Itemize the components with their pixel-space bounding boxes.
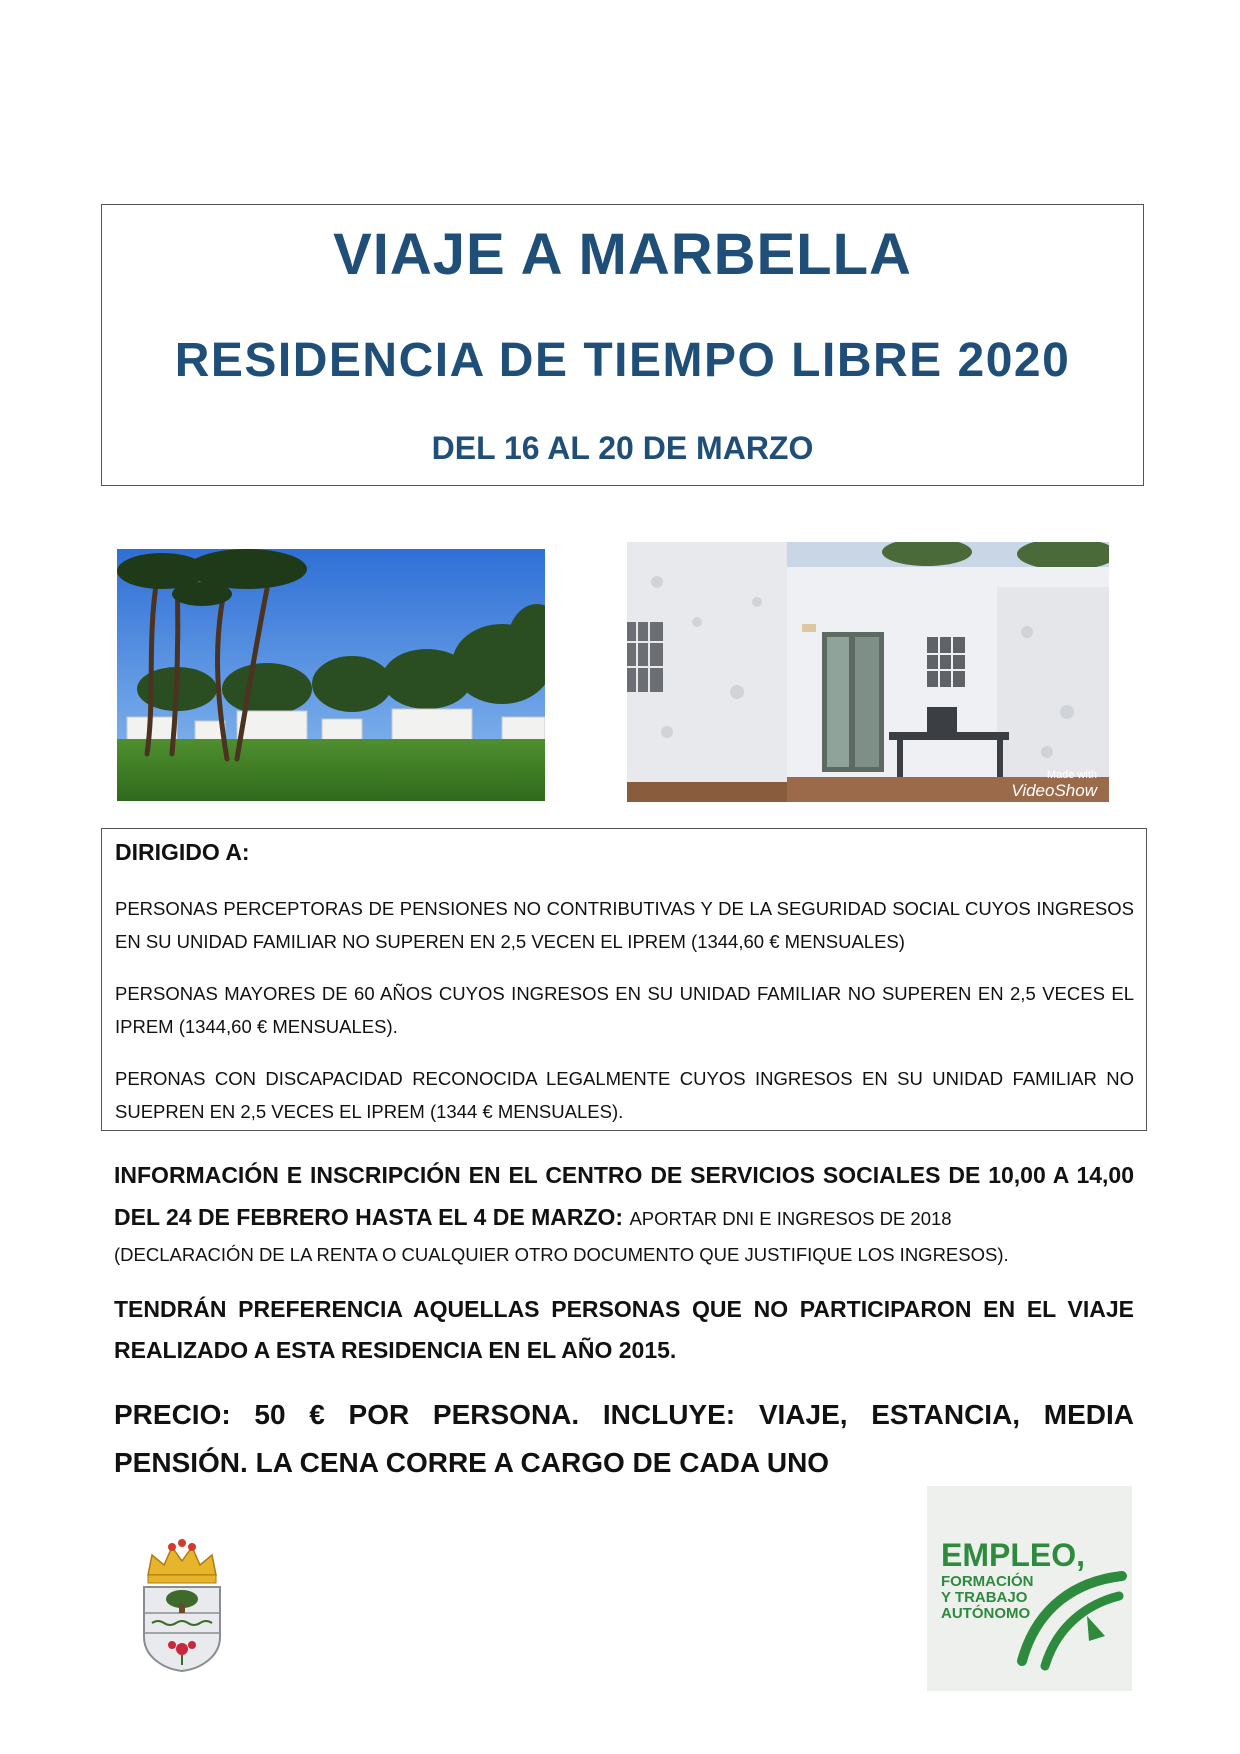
- registration-info: [114, 1154, 1134, 1270]
- target-audience-item: PERONAS CON DISCAPACIDAD RECONOCIDA LEGALMENTE CUYOS INGRESOS EN SU UNIDAD FAMILIAR NO SUEPREN EN 2,5 VECES EL IPREM (1344 € MENSUALES).: [115, 1068, 1134, 1122]
- logo-empleo-text: EMPLEO,: [941, 1537, 1086, 1573]
- trip-dates: DEL 16 AL 20 DE MARZO: [431, 430, 814, 466]
- residence-building-photo: [627, 542, 1109, 802]
- registration-info-documents: (DECLARACIÓN DE LA RENTA O CUALQUIER OTRO DOCUMENTO QUE JUSTIFIQUE LOS INGRESOS).: [114, 1244, 1009, 1265]
- residence-garden-photo: [117, 549, 545, 801]
- preference-note: TENDRÁN PREFERENCIA AQUELLAS PERSONAS QUE NO PARTICIPARON EN EL VIAJE REALIZADO A ESTA RESIDENCIA EN EL AÑO 2015.: [114, 1296, 1134, 1363]
- target-audience-item: PERSONAS MAYORES DE 60 AÑOS CUYOS INGRESOS EN SU UNIDAD FAMILIAR NO SUPEREN EN 2,5 VECES EL IPREM (1344,60 € MENSUALES).: [115, 983, 1134, 1037]
- price-note: PRECIO: 50 € POR PERSONA. INCLUYE: VIAJE, ESTANCIA, MEDIA PENSIÓN. LA CENA CORRE A CARGO DE CADA UNO: [114, 1399, 1134, 1478]
- registration-info-requirements: APORTAR DNI E INGRESOS DE 2018: [629, 1208, 952, 1229]
- page-title: VIAJE A MARBELLA: [333, 222, 912, 287]
- target-audience-box: [101, 828, 1147, 1131]
- title-box: [101, 204, 1144, 486]
- registration-info-bold: INFORMACIÓN E INSCRIPCIÓN EN EL CENTRO DE SERVICIOS SOCIALES DE 10,00 A 14,00 DEL 24 DE FEBRERO HASTA EL 4 DE MARZO:: [114, 1162, 1134, 1230]
- logo-trabajo-text: Y TRABAJO: [941, 1589, 1028, 1606]
- watermark-made-with: Made with: [1046, 769, 1097, 781]
- page-subtitle: RESIDENCIA DE TIEMPO LIBRE 2020: [174, 334, 1071, 387]
- target-audience-heading: DIRIGIDO A:: [115, 839, 250, 865]
- logo-formacion-text: FORMACIÓN: [941, 1573, 1034, 1590]
- watermark-videoshow: VideoShow: [1011, 781, 1097, 800]
- municipal-crest-logo: [138, 1537, 226, 1673]
- target-audience-item: PERSONAS PERCEPTORAS DE PENSIONES NO CONTRIBUTIVAS Y DE LA SEGURIDAD SOCIAL CUYOS INGRESOS EN SU UNIDAD FAMILIAR NO SUPEREN EN 2,5 VECEN EL IPREM (1344,60 € MENSUALES): [115, 898, 1134, 952]
- empleo-formacion-logo: [927, 1486, 1132, 1691]
- logo-autonomo-text: AUTÓNOMO: [941, 1605, 1031, 1622]
